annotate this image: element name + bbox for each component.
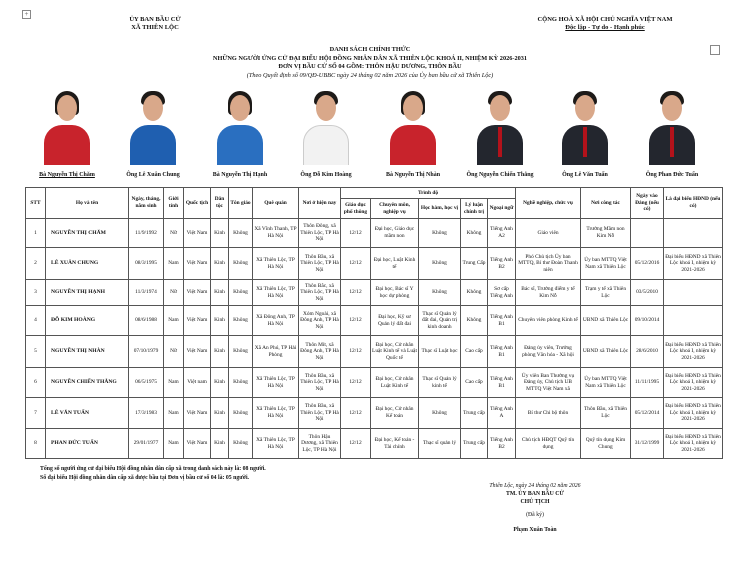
col-gender: Giới tính (164, 188, 184, 219)
table-row (26, 336, 723, 368)
table-cell: Phó Chủ tịch Ủy ban MTTQ, Bí thư Đoàn Thanh niên (516, 248, 581, 280)
table-cell: Việt Nam (184, 280, 211, 306)
table-cell: Thạc sĩ Quản lý kinh tế (419, 368, 461, 398)
table-cell: Đại biểu HĐND xã Thiên Lộc khoá I, nhiệm kỳ 2021-2026 (664, 368, 723, 398)
table-cell: Không (229, 219, 253, 248)
table-cell: 28/6/2010 (631, 336, 664, 368)
table-cell: Nam (164, 248, 184, 280)
table-cell: LÊ VĂN TUẤN (46, 398, 129, 429)
table-cell: 05/12/2016 (631, 248, 664, 280)
table-cell: Không (461, 306, 488, 336)
table-cell: Nữ (164, 336, 184, 368)
table-cell: 12/12 (341, 398, 371, 429)
table-cell: Bí thư Chi bộ thôn (516, 398, 581, 429)
table-cell: 03/5/2010 (631, 280, 664, 306)
col-dob: Ngày, tháng, năm sinh (129, 188, 164, 219)
table-cell: Việt Nam (184, 219, 211, 248)
table-cell: 12/12 (341, 280, 371, 306)
table-cell: 2 (26, 248, 46, 280)
table-cell: UBND xã Thiên Lộc (581, 306, 631, 336)
photo-caption: Bà Nguyễn Thị Hạnh (212, 172, 268, 178)
table-cell: 12/12 (341, 429, 371, 459)
table-cell: Ủy ban MTTQ Việt Nam xã Thiên Lộc (581, 368, 631, 398)
table-cell: Thôn Bầu, xã Thiên Lộc (581, 398, 631, 429)
col-politics: Lý luận chính trị (461, 199, 488, 219)
table-cell: 29/01/1977 (129, 429, 164, 459)
table-cell: Trung cấp (461, 398, 488, 429)
table-cell: Nữ (164, 280, 184, 306)
table-row (26, 306, 723, 336)
table-cell: Kinh (211, 280, 229, 306)
col-workplace: Nơi công tác (581, 188, 631, 219)
signer-role: CHỦ TỊCH (520, 499, 550, 505)
candidate-photo (558, 85, 612, 165)
table-cell: Đại học, Giáo dục mầm non (371, 219, 419, 248)
table-cell: Không (461, 280, 488, 306)
document-title (120, 46, 620, 80)
table-cell: Xã Vĩnh Thanh, TP Hà Nội (253, 219, 299, 248)
candidate-table (25, 187, 723, 459)
table-cell: Thạc sĩ Quản lý đất đai, Quản trị kinh doanh (419, 306, 461, 336)
issuer (100, 16, 210, 32)
table-cell: Không (229, 429, 253, 459)
table-cell: Trạm y tế xã Thiên Lộc (581, 280, 631, 306)
summary (40, 465, 440, 482)
col-religion: Tôn giáo (229, 188, 253, 219)
col-major: Chuyên môn, nghiệp vụ (371, 199, 419, 219)
table-cell: Cao cấp (461, 368, 488, 398)
table-row (26, 248, 723, 280)
table-row (26, 429, 723, 459)
table-cell: 11/11/1995 (631, 368, 664, 398)
col-residence: Nơi ở hiện nay (299, 188, 341, 219)
table-cell: Việt Nam (184, 398, 211, 429)
table-cell: Kinh (211, 398, 229, 429)
table-move-handle[interactable]: + (22, 10, 31, 19)
table-cell: Đại biểu HĐND xã Thiên Lộc khoá I, nhiệm kỳ 2021-2026 (664, 336, 723, 368)
table-cell: Đại biểu HĐND xã Thiên Lộc khoá I, nhiệm kỳ 2021-2026 (664, 248, 723, 280)
table-cell: Thạc sĩ quản lý (419, 429, 461, 459)
title-line2: NHỮNG NGƯỜI ỨNG CỬ ĐẠI BIỂU HỘI ĐỒNG NHÂN DÂN XÃ THIÊN LỘC KHOÁ II, NHIỆM KỲ 2026-2031 (212, 54, 528, 62)
table-cell: 3 (26, 280, 46, 306)
table-cell: Nam (164, 368, 184, 398)
issuer-line1: ỦY BAN BẦU CỬ (129, 16, 181, 23)
signer-org: TM. ỦY BAN BẦU CỬ (505, 491, 565, 497)
table-cell: Đại học, Cử nhân Luật Kinh tế và Luật Quốc tế (371, 336, 419, 368)
table-cell: 1 (26, 219, 46, 248)
col-degree: Học hàm, học vị (419, 199, 461, 219)
table-cell: Kinh (211, 248, 229, 280)
table-cell: Kinh (211, 368, 229, 398)
table-cell: LÊ XUÂN CHUNG (46, 248, 129, 280)
table-row (26, 280, 723, 306)
table-cell: Thôn Bầu, xã Thiên Lộc, TP Hà Nội (299, 248, 341, 280)
table-cell: Không (461, 219, 488, 248)
summary-seats: Số đại biểu Hội đồng nhân dân cấp xã được bầu tại Đơn vị bầu cử số 04 là: 05 người. (40, 474, 249, 481)
table-cell: Xã Thiên Lộc, TP Hà Nội (253, 280, 299, 306)
title-line1: DANH SÁCH CHÍNH THỨC (329, 46, 411, 53)
col-job: Nghề nghiệp, chức vụ (516, 188, 581, 219)
issuer-line2: XÃ THIÊN LỘC (131, 24, 179, 31)
table-cell: 12/12 (341, 219, 371, 248)
table-cell: 6 (26, 368, 46, 398)
photo-caption: Bà Nguyễn Thị Nhàn (385, 172, 441, 178)
table-cell: 07/10/1979 (129, 336, 164, 368)
table-cell: Xã Thiên Lộc, TP Hà Nội (253, 398, 299, 429)
col-delegate: Là đại biểu HĐND (nếu có) (664, 188, 723, 219)
table-row (26, 398, 723, 429)
table-cell: Đại biểu HĐND xã Thiên Lộc khoá I, nhiệm kỳ 2021-2026 (664, 398, 723, 429)
table-cell: NGUYỄN THỊ CHĂM (46, 219, 129, 248)
table-cell (664, 306, 723, 336)
table-cell: Quỹ tín dụng Kim Chung (581, 429, 631, 459)
candidate-photo (40, 85, 94, 165)
signed-note: (Đã ký) (526, 512, 544, 518)
table-cell: Chuyên viên phòng Kinh tế (516, 306, 581, 336)
table-cell: Việt Nam (184, 429, 211, 459)
table-cell: 4 (26, 306, 46, 336)
table-row (26, 368, 723, 398)
table-cell: Đại biểu HĐND xã Thiên Lộc khoá I, nhiệm kỳ 2021-2026 (664, 429, 723, 459)
table-cell: Xã Đông Anh, TP Hà Nội (253, 306, 299, 336)
table-cell: Đảng ủy viên, Trưởng phòng Văn hóa - Xã hội (516, 336, 581, 368)
table-cell: Đại học, Kỹ sư Quản lý đất đai (371, 306, 419, 336)
table-cell: NGUYỄN THỊ HẠNH (46, 280, 129, 306)
table-cell: Kinh (211, 336, 229, 368)
table-cell (631, 219, 664, 248)
table-cell: Tiếng Anh B2 (488, 248, 516, 280)
summary-total: Tổng số người ứng cử đại biểu Hội đồng nhân dân cấp xã trong danh sách này là: 08 người. (40, 466, 266, 472)
table-cell: Thôn Bầu, xã Thiên Lộc, TP Hà Nội (299, 398, 341, 429)
table-cell: 06/5/1975 (129, 368, 164, 398)
signature-block (470, 482, 600, 534)
table-cell: 8 (26, 429, 46, 459)
table-cell: Bác sĩ, Trưởng điểm y tế Kim Nỗ (516, 280, 581, 306)
col-ethnic: Dân tộc (211, 188, 229, 219)
table-cell: 11/3/1974 (129, 280, 164, 306)
col-nationality: Quốc tịch (184, 188, 211, 219)
col-gdpt: Giáo dục phổ thông (341, 199, 371, 219)
candidate-photo (299, 85, 353, 165)
table-cell: Tiếng Anh A (488, 398, 516, 429)
table-cell: Tiếng Anh A2 (488, 219, 516, 248)
table-cell: Thôn Bắc, xã Thiên Lộc, TP Hà Nội (299, 280, 341, 306)
table-cell: Tiếng Anh B1 (488, 336, 516, 368)
table-cell: Kinh (211, 219, 229, 248)
table-cell: Ủy viên Ban Thường vụ Đảng ủy, Chủ tịch UB MTTQ Việt Nam xã (516, 368, 581, 398)
table-cell: NGUYỄN THỊ NHÀN (46, 336, 129, 368)
table-cell: Xã Thiên Lộc, TP Hà Nội (253, 248, 299, 280)
table-cell: Nam (164, 429, 184, 459)
photo-caption: Bà Nguyễn Thị Chăm (39, 172, 95, 178)
table-cell: Đại học, Luật Kinh tế (371, 248, 419, 280)
table-cell: Trường Mầm non Kim Nỗ (581, 219, 631, 248)
table-cell (664, 219, 723, 248)
table-cell: UBND xã Thiên Lộc (581, 336, 631, 368)
photo-caption: Ông Lê Xuân Chung (126, 172, 180, 178)
table-cell: Thôn Bầu, xã Thiên Lộc, TP Hà Nội (299, 368, 341, 398)
table-cell: PHAN ĐỨC TUẤN (46, 429, 129, 459)
table-cell: Không (419, 280, 461, 306)
table-cell: Không (229, 398, 253, 429)
table-cell: Thôn Mít, xã Đông Anh, TP Hà Nội (299, 336, 341, 368)
motto-line2: Độc lập - Tự do - Hạnh phúc (565, 24, 645, 31)
table-cell: Chủ tịch HĐQT Quỹ tín dụng (516, 429, 581, 459)
table-cell: 17/3/1983 (129, 398, 164, 429)
photo-caption: Ông Nguyễn Chiến Thắng (466, 172, 534, 178)
table-cell: Thôn Hậu Dương, xã Thiên Lộc, TP Hà Nội (299, 429, 341, 459)
table-cell: Trung Cấp (461, 248, 488, 280)
title-line4: (Theo Quyết định số 09/QĐ-UBBC ngày 24 tháng 02 năm 2026 của Ủy ban bầu cử xã Thiên Lộc) (246, 71, 494, 79)
table-cell: ĐỖ KIM HOÀNG (46, 306, 129, 336)
col-stt: STT (26, 188, 46, 219)
table-cell: 09/10/2014 (631, 306, 664, 336)
table-cell: Thôn Đông, xã Thiên Lộc, TP Hà Nội (299, 219, 341, 248)
candidate-photo (213, 85, 267, 165)
table-cell: Xã Thiên Lộc, TP Hà Nội (253, 429, 299, 459)
signer-name: Phạm Xuân Toàn (513, 527, 557, 533)
table-cell: Ủy ban MTTQ Việt Nam xã Thiên Lộc (581, 248, 631, 280)
table-cell: Thạc sĩ Luật học (419, 336, 461, 368)
table-cell: 12/12 (341, 248, 371, 280)
col-hometown: Quê quán (253, 188, 299, 219)
photo-caption: Ông Đỗ Kim Hoàng (300, 172, 352, 178)
photo-caption: Ông Lê Văn Tuấn (562, 172, 608, 178)
table-cell: Đại học, Cử nhân Kế toán (371, 398, 419, 429)
table-cell: Không (229, 368, 253, 398)
photo-caption: Ông Phan Đức Tuấn (645, 172, 699, 178)
col-language: Ngoại ngữ (488, 199, 516, 219)
table-cell: Tiếng Anh B1 (488, 306, 516, 336)
candidate-photo (645, 85, 699, 165)
table-row (26, 219, 723, 248)
table-cell: Kinh (211, 306, 229, 336)
place-date: Thiên Lộc, ngày 24 tháng 02 năm 2026 (489, 483, 581, 489)
table-cell: Giáo viên (516, 219, 581, 248)
col-name: Họ và tên (46, 188, 129, 219)
table-cell: Không (229, 306, 253, 336)
table-cell: Đại học, Cử nhân Luật Kinh tế (371, 368, 419, 398)
table-cell: 12/12 (341, 336, 371, 368)
table-cell: Tiếng Anh B1 (488, 368, 516, 398)
table-cell: Cao cấp (461, 336, 488, 368)
table-cell: 11/9/1992 (129, 219, 164, 248)
table-cell: 12/12 (341, 368, 371, 398)
table-cell: Xã An Phú, TP Hải Phòng (253, 336, 299, 368)
table-cell: Việt Nam (184, 248, 211, 280)
table-cell: 08/6/1988 (129, 306, 164, 336)
checkbox[interactable] (710, 45, 720, 55)
table-cell: Việt Nam (184, 306, 211, 336)
col-party: Ngày vào Đảng (nếu có) (631, 188, 664, 219)
table-cell: 5 (26, 336, 46, 368)
table-cell: Nam (164, 306, 184, 336)
table-cell: 31/12/1999 (631, 429, 664, 459)
table-cell (664, 280, 723, 306)
national-motto (520, 16, 690, 32)
title-line3: ĐƠN VỊ BẦU CỬ SỐ 04 GỒM: THÔN HẬU DƯƠNG, THÔN BẦU (278, 63, 462, 70)
col-group-level: Trình độ (341, 188, 516, 199)
table-cell: Xóm Ngoài, xã Đông Anh, TP Hà Nội (299, 306, 341, 336)
table-cell: Không (419, 219, 461, 248)
candidate-photo (473, 85, 527, 165)
table-cell: Xã Thiên Lộc, TP Hà Nội (253, 368, 299, 398)
table-cell: Không (229, 280, 253, 306)
table-cell: Việt nam (184, 368, 211, 398)
table-cell: 08/3/1995 (129, 248, 164, 280)
table-cell: Việt Nam (184, 336, 211, 368)
table-cell: Nữ (164, 219, 184, 248)
table-cell: Kinh (211, 429, 229, 459)
table-cell: 12/12 (341, 306, 371, 336)
table-cell: 7 (26, 398, 46, 429)
candidate-photo (386, 85, 440, 165)
table-cell: Đại học, Kế toán - Tài chính (371, 429, 419, 459)
table-cell: Tiếng Anh B2 (488, 429, 516, 459)
table-cell: Nam (164, 398, 184, 429)
table-cell: Sơ cấp Tiếng Anh (488, 280, 516, 306)
table-cell: Không (419, 248, 461, 280)
candidate-photo (126, 85, 180, 165)
table-cell: Đại học, Bác sĩ Y học dự phòng (371, 280, 419, 306)
table-cell: Trung cấp (461, 429, 488, 459)
motto-line1: CỘNG HOÀ XÃ HỘI CHỦ NGHĨA VIỆT NAM (537, 16, 673, 23)
table-cell: Không (229, 248, 253, 280)
table-cell: NGUYỄN CHIẾN THẮNG (46, 368, 129, 398)
table-cell: Không (229, 336, 253, 368)
table-cell: Không (419, 398, 461, 429)
table-cell: 05/12/2014 (631, 398, 664, 429)
